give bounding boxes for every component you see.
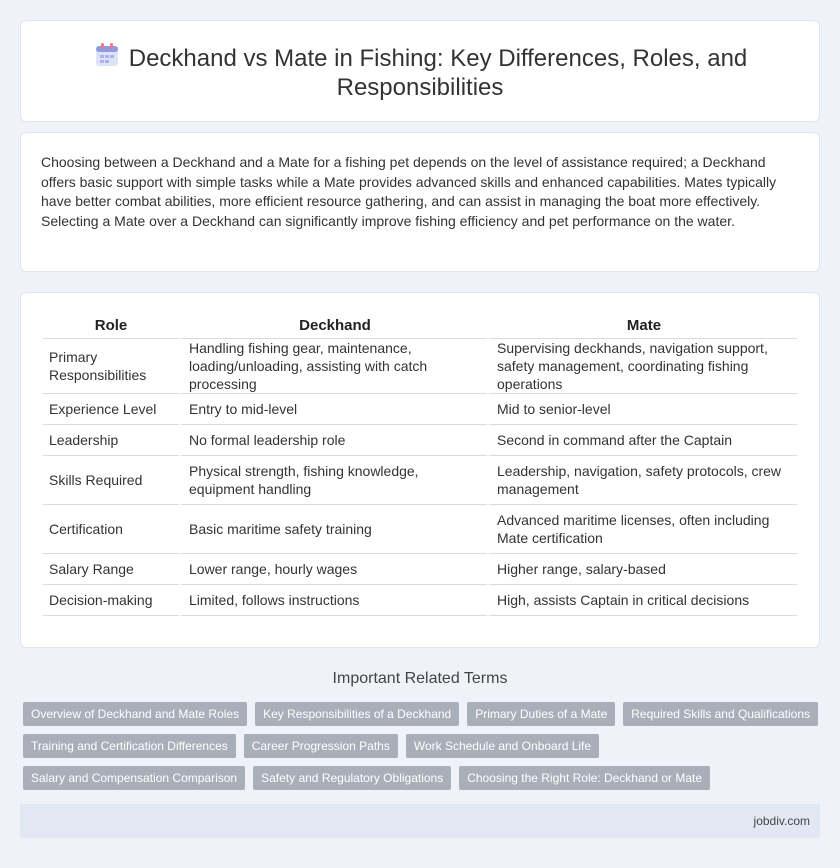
related-tag[interactable]: Key Responsibilities of a Deckhand <box>255 702 459 726</box>
row-mate-cell: Second in command after the Captain <box>487 425 797 456</box>
table-row <box>43 554 797 585</box>
header-card <box>20 20 820 122</box>
header-deckhand: Deckhand <box>179 313 487 339</box>
row-mate-cell: High, assists Captain in critical decisions <box>487 585 797 616</box>
page-title-wrap <box>61 41 779 102</box>
row-mate-cell: Supervising deckhands, navigation support, safety management, coordinating fishing operations <box>487 339 797 394</box>
related-tag[interactable]: Salary and Compensation Comparison <box>23 766 245 790</box>
table-row <box>43 505 797 554</box>
row-role-cell: Certification <box>43 505 179 554</box>
related-terms-title: Important Related Terms <box>332 670 508 687</box>
row-deckhand-cell: Limited, follows instructions <box>179 585 487 616</box>
row-deckhand-cell: Lower range, hourly wages <box>179 554 487 585</box>
table-row <box>43 425 797 456</box>
row-deckhand-cell: Basic maritime safety training <box>179 505 487 554</box>
header-mate: Mate <box>487 313 797 339</box>
row-mate-cell: Mid to senior-level <box>487 394 797 425</box>
intro-card <box>20 132 820 272</box>
table-row <box>43 456 797 505</box>
related-tag[interactable]: Required Skills and Qualifications <box>623 702 818 726</box>
row-role-cell: Decision-making <box>43 585 179 616</box>
table-row <box>43 339 797 394</box>
calendar-icon <box>93 41 121 69</box>
row-role-cell: Leadership <box>43 425 179 456</box>
row-role-cell: Experience Level <box>43 394 179 425</box>
comparison-card <box>20 292 820 648</box>
row-deckhand-cell: Handling fishing gear, maintenance, loading/unloading, assisting with catch processing <box>179 339 487 394</box>
header-role: Role <box>43 313 179 339</box>
footer <box>20 804 820 838</box>
footer-site-link[interactable]: jobdiv.com <box>753 814 810 828</box>
related-tags-row-1 <box>23 702 818 726</box>
related-tags-row-2 <box>23 734 599 758</box>
page-title: Deckhand vs Mate in Fishing: Key Differences, Roles, and Responsibilities <box>128 44 748 101</box>
intro-paragraph: Choosing between a Deckhand and a Mate for a fishing pet depends on the level of assistance required; a Deckhand offers basic support with simple tasks while a Mate provides advanced skills and enhanced capabilities. Mates typically have better combat abilities, more efficient resource gathering, and can assist in managing the boat more effectively. Selecting a Mate over a Deckhand can significantly improve fishing efficiency and pet performance on the water. <box>41 154 777 229</box>
related-tag[interactable]: Overview of Deckhand and Mate Roles <box>23 702 247 726</box>
table-header-row <box>43 313 797 339</box>
related-tags-row-3 <box>23 766 710 790</box>
related-tag[interactable]: Training and Certification Differences <box>23 734 236 758</box>
row-role-cell: Salary Range <box>43 554 179 585</box>
table-row <box>43 585 797 616</box>
related-tag[interactable]: Career Progression Paths <box>244 734 398 758</box>
related-tag[interactable]: Primary Duties of a Mate <box>467 702 615 726</box>
row-mate-cell: Advanced maritime licenses, often including Mate certification <box>487 505 797 554</box>
row-deckhand-cell: No formal leadership role <box>179 425 487 456</box>
table-row <box>43 394 797 425</box>
row-deckhand-cell: Physical strength, fishing knowledge, equipment handling <box>179 456 487 505</box>
row-mate-cell: Leadership, navigation, safety protocols, crew management <box>487 456 797 505</box>
row-role-cell: Primary Responsibilities <box>43 339 179 394</box>
related-tag[interactable]: Work Schedule and Onboard Life <box>406 734 599 758</box>
comparison-table <box>43 313 797 616</box>
row-role-cell: Skills Required <box>43 456 179 505</box>
related-tag[interactable]: Safety and Regulatory Obligations <box>253 766 451 790</box>
row-deckhand-cell: Entry to mid-level <box>179 394 487 425</box>
row-mate-cell: Higher range, salary-based <box>487 554 797 585</box>
related-tag[interactable]: Choosing the Right Role: Deckhand or Mate <box>459 766 710 790</box>
